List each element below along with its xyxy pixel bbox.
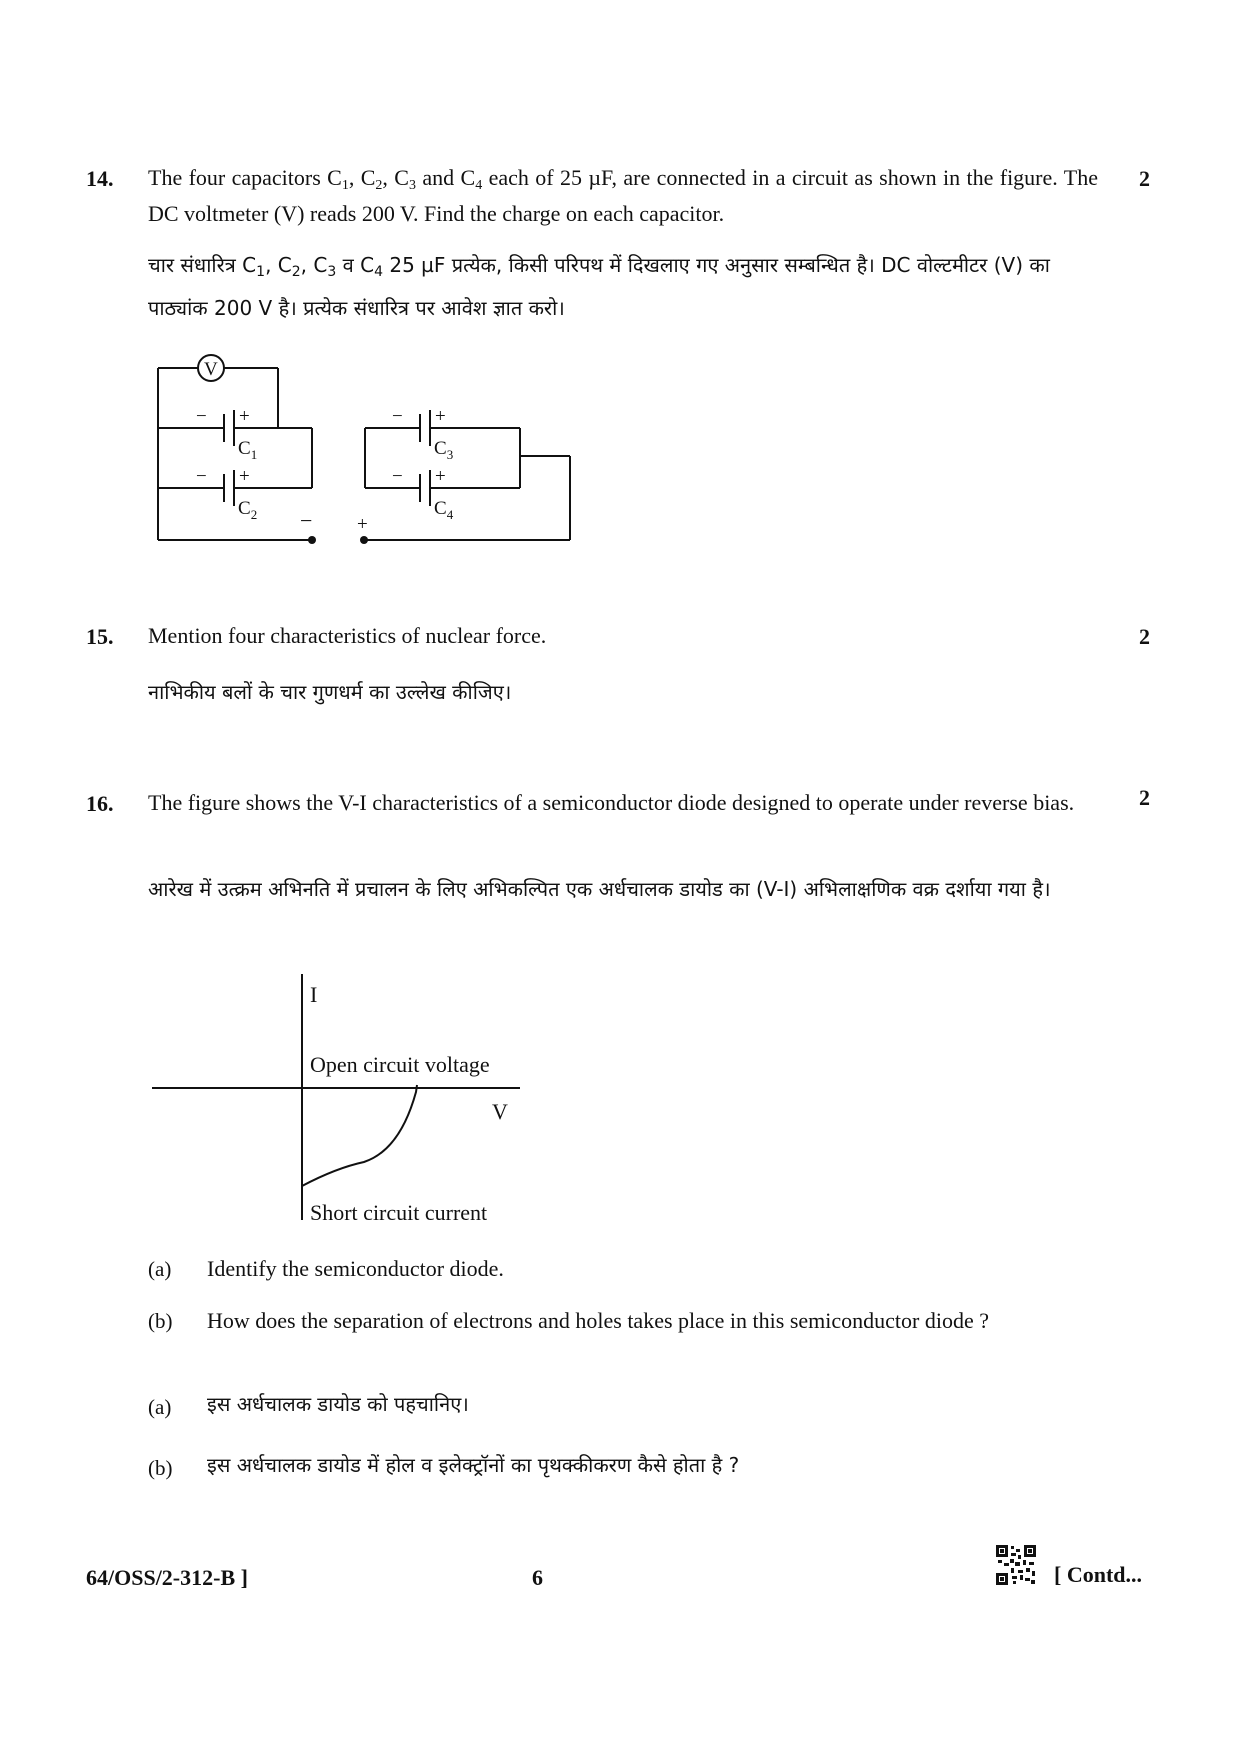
terminal-plus-label: + [357, 514, 368, 535]
question-15-text-hindi: नाभिकीय बलों के चार गुणधर्म का उल्लेख कीजिए। [148, 680, 512, 704]
c2-minus: − [196, 466, 207, 487]
current-axis-label: I [310, 982, 318, 1007]
c3-minus: − [392, 406, 403, 427]
page-number: 6 [532, 1565, 543, 1590]
part-a-text-english: Identify the semiconductor diode. [207, 1256, 504, 1281]
question-14-text-english: The four capacitors $C_1$, $C_2$, $C_3$ and $C_4$ each of 25 µF, are connected in a circuit as shown in the figure. The DC voltmeter (V) reads 200 V. Find the charge on each capacitor. [148, 165, 1098, 226]
qr-code-icon [996, 1545, 1036, 1585]
vi-characteristic-graph [140, 968, 540, 1228]
question-16-text-hindi: आरेख में उत्क्रम अभिनति में प्रचालन के लिए अभिकल्पित एक अर्धचालक डायोड का (V-I) अभिलाक्षणिक वक्र दर्शाया गया है। [148, 877, 1051, 901]
voltmeter-label: V [204, 359, 218, 380]
terminal-minus-label: − [300, 508, 313, 533]
c2-label: $C_2$ [238, 498, 258, 522]
c4-minus: − [392, 466, 403, 487]
terminal-negative [308, 536, 316, 544]
question-15-text-english: Mention four characteristics of nuclear force. [148, 623, 547, 648]
capacitor-circuit-diagram [140, 348, 600, 558]
c3-plus: + [435, 406, 446, 427]
question-16-number: 16. [86, 791, 114, 816]
c4-plus: + [435, 466, 446, 487]
part-a-text-hindi: इस अर्धचालक डायोड को पहचानिए। [207, 1392, 469, 1416]
question-14-text-hindi: चार संधारित्र $C_1$, $C_2$, $C_3$ व $C_4$ 25 µF प्रत्येक, किसी परिपथ में दिखलाए गए अनुसार सम्बन्धित है। DC वोल्टमीटर (V) का पाठ्यांक 200 V है। प्रत्येक संधारित्र पर आवेश ज्ञात करो। [148, 253, 1050, 320]
part-b-text-english: How does the separation of electrons and holes takes place in this semiconductor diode ? [207, 1308, 989, 1333]
part-b-label-hindi: (b) [148, 1456, 173, 1480]
c1-minus: − [196, 406, 207, 427]
open-circuit-voltage-label: Open circuit voltage [310, 1052, 490, 1077]
question-15-number: 15. [86, 624, 114, 649]
voltage-axis-label: V [492, 1099, 508, 1124]
continued-label: [ Contd... [1054, 1562, 1143, 1587]
question-16-marks: 2 [1139, 785, 1150, 810]
short-circuit-current-label: Short circuit current [310, 1200, 488, 1225]
part-b-label-english: (b) [148, 1309, 173, 1333]
c4-label: $C_4$ [434, 498, 454, 522]
iv-curve [302, 1085, 417, 1186]
paper-code: 64/OSS/2-312-B ] [86, 1565, 248, 1590]
c1-label: $C_1$ [238, 438, 258, 462]
part-a-label-english: (a) [148, 1257, 172, 1281]
c2-plus: + [239, 466, 250, 487]
question-14-marks: 2 [1139, 166, 1150, 191]
c3-label: $C_3$ [434, 438, 454, 462]
part-a-label-hindi: (a) [148, 1395, 172, 1419]
question-14-number: 14. [86, 166, 114, 191]
c1-plus: + [239, 406, 250, 427]
part-b-text-hindi: इस अर्धचालक डायोड में होल व इलेक्ट्रॉनों का पृथक्कीकरण कैसे होता है ? [207, 1453, 740, 1477]
question-15-marks: 2 [1139, 624, 1150, 649]
terminal-positive [360, 536, 368, 544]
question-16-text-english: The figure shows the V-I characteristics of a semiconductor diode designed to operate under reverse bias. [148, 790, 1075, 815]
